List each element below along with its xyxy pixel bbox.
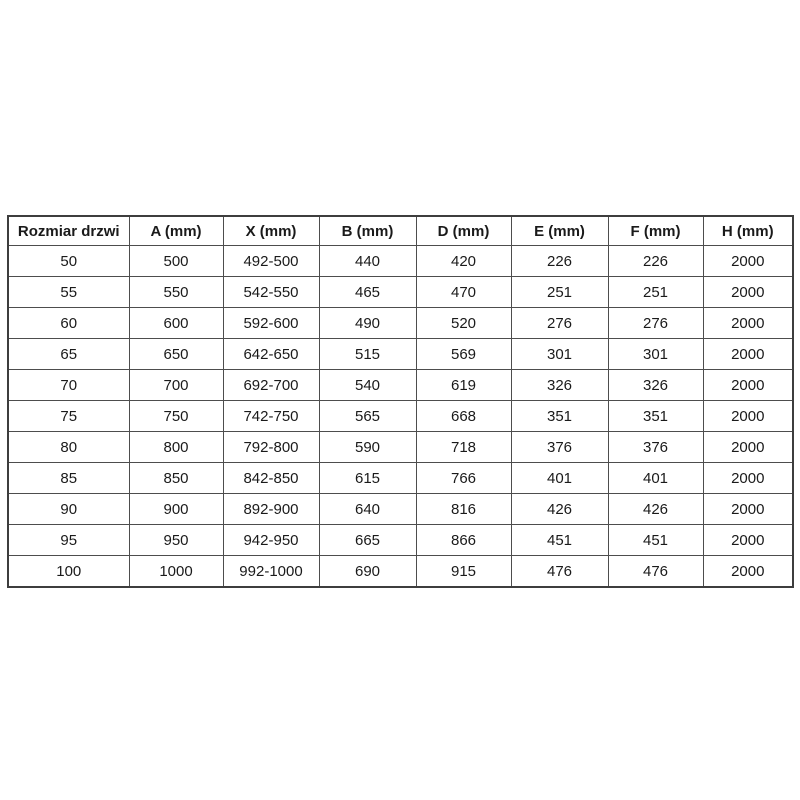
table-cell: 900 (129, 494, 223, 525)
table-cell: 80 (8, 432, 129, 463)
table-cell: 476 (608, 556, 703, 588)
table-cell: 690 (319, 556, 416, 588)
table-cell: 85 (8, 463, 129, 494)
table-cell: 668 (416, 401, 511, 432)
table-row-1 (8, 277, 793, 308)
column-header-1: A (mm) (129, 216, 223, 246)
table-cell: 866 (416, 525, 511, 556)
table-cell: 401 (511, 463, 608, 494)
table-body (8, 246, 793, 588)
table-cell: 2000 (703, 525, 793, 556)
table-cell: 490 (319, 308, 416, 339)
table-cell: 569 (416, 339, 511, 370)
table-cell: 60 (8, 308, 129, 339)
table-cell: 700 (129, 370, 223, 401)
door-size-table (7, 215, 794, 588)
table-cell: 992-1000 (223, 556, 319, 588)
table-cell: 75 (8, 401, 129, 432)
table-cell: 750 (129, 401, 223, 432)
table-row-10 (8, 556, 793, 588)
table-cell: 326 (608, 370, 703, 401)
table-cell: 426 (511, 494, 608, 525)
table-cell: 301 (511, 339, 608, 370)
table-cell: 642-650 (223, 339, 319, 370)
table-cell: 600 (129, 308, 223, 339)
table-cell: 2000 (703, 308, 793, 339)
table-cell: 540 (319, 370, 416, 401)
table-cell: 550 (129, 277, 223, 308)
table-cell: 351 (608, 401, 703, 432)
table-cell: 451 (511, 525, 608, 556)
table-cell: 590 (319, 432, 416, 463)
table-cell: 2000 (703, 277, 793, 308)
table-cell: 50 (8, 246, 129, 277)
column-header-2: X (mm) (223, 216, 319, 246)
table-cell: 401 (608, 463, 703, 494)
table-cell: 565 (319, 401, 416, 432)
table-cell: 301 (608, 339, 703, 370)
column-header-7: H (mm) (703, 216, 793, 246)
table-cell: 640 (319, 494, 416, 525)
table-cell: 2000 (703, 401, 793, 432)
table-cell: 65 (8, 339, 129, 370)
table-cell: 766 (416, 463, 511, 494)
table-cell: 226 (511, 246, 608, 277)
table-cell: 800 (129, 432, 223, 463)
table-cell: 850 (129, 463, 223, 494)
table-cell: 376 (511, 432, 608, 463)
table-cell: 742-750 (223, 401, 319, 432)
table-cell: 842-850 (223, 463, 319, 494)
table-cell: 251 (511, 277, 608, 308)
table-cell: 426 (608, 494, 703, 525)
table-row-2 (8, 308, 793, 339)
table-cell: 226 (608, 246, 703, 277)
table-cell: 55 (8, 277, 129, 308)
table-cell: 718 (416, 432, 511, 463)
table-cell: 950 (129, 525, 223, 556)
table-cell: 351 (511, 401, 608, 432)
table-cell: 2000 (703, 556, 793, 588)
table-cell: 2000 (703, 463, 793, 494)
table-row-7 (8, 463, 793, 494)
table-cell: 2000 (703, 339, 793, 370)
table-cell: 451 (608, 525, 703, 556)
table-cell: 915 (416, 556, 511, 588)
table-cell: 100 (8, 556, 129, 588)
table-cell: 665 (319, 525, 416, 556)
table-cell: 251 (608, 277, 703, 308)
column-header-0: Rozmiar drzwi (8, 216, 129, 246)
table-cell: 1000 (129, 556, 223, 588)
table-cell: 492-500 (223, 246, 319, 277)
table-cell: 2000 (703, 432, 793, 463)
table-cell: 2000 (703, 370, 793, 401)
table-cell: 95 (8, 525, 129, 556)
table-cell: 276 (511, 308, 608, 339)
table-cell: 792-800 (223, 432, 319, 463)
table-row-3 (8, 339, 793, 370)
table-row-4 (8, 370, 793, 401)
table-cell: 650 (129, 339, 223, 370)
table-cell: 2000 (703, 494, 793, 525)
table-header-row (8, 216, 793, 246)
table-cell: 470 (416, 277, 511, 308)
table-cell: 692-700 (223, 370, 319, 401)
column-header-6: F (mm) (608, 216, 703, 246)
table-cell: 476 (511, 556, 608, 588)
table-cell: 276 (608, 308, 703, 339)
table-cell: 440 (319, 246, 416, 277)
table-cell: 70 (8, 370, 129, 401)
table-cell: 420 (416, 246, 511, 277)
table-cell: 592-600 (223, 308, 319, 339)
table-cell: 542-550 (223, 277, 319, 308)
table-cell: 619 (416, 370, 511, 401)
table-cell: 376 (608, 432, 703, 463)
table-cell: 520 (416, 308, 511, 339)
table-cell: 892-900 (223, 494, 319, 525)
table-cell: 500 (129, 246, 223, 277)
table-row-5 (8, 401, 793, 432)
table-cell: 465 (319, 277, 416, 308)
table-cell: 816 (416, 494, 511, 525)
table-row-0 (8, 246, 793, 277)
table-cell: 90 (8, 494, 129, 525)
table-cell: 515 (319, 339, 416, 370)
column-header-5: E (mm) (511, 216, 608, 246)
table-row-6 (8, 432, 793, 463)
table-cell: 326 (511, 370, 608, 401)
table-row-9 (8, 525, 793, 556)
table-row-8 (8, 494, 793, 525)
table-cell: 615 (319, 463, 416, 494)
table-cell: 942-950 (223, 525, 319, 556)
column-header-4: D (mm) (416, 216, 511, 246)
column-header-3: B (mm) (319, 216, 416, 246)
table-cell: 2000 (703, 246, 793, 277)
